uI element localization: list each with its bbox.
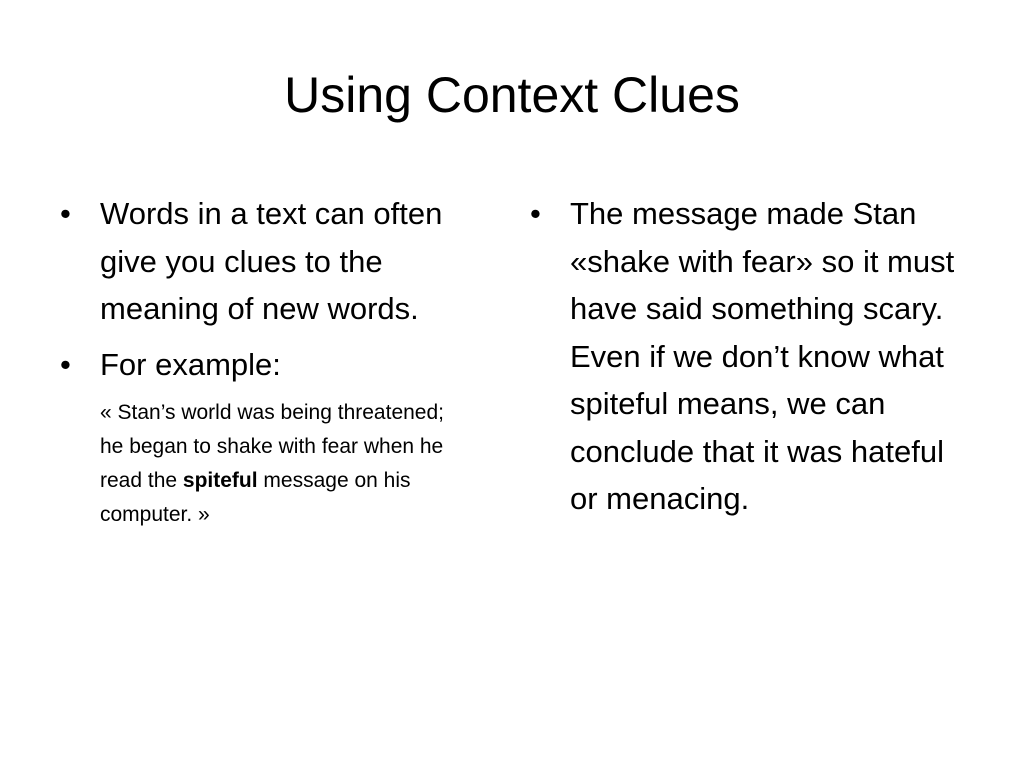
bullet-text: The message made Stan «shake with fear» so it must have said something scary. Even if we don’t know what spiteful means, we can conclude that it was hateful or menacing. — [570, 196, 955, 516]
slide-title: Using Context Clues — [284, 67, 740, 123]
bullet-marker: • — [530, 196, 541, 231]
right-column — [530, 190, 980, 531]
quote-text-before: « Stan’s world was being threatened; he began to shake with fear when he read the — [100, 401, 444, 492]
quote-text-after: message on his computer. » — [100, 469, 411, 526]
bullet-marker: • — [60, 196, 71, 231]
left-column — [60, 190, 480, 532]
bullet-item-context-clues — [60, 190, 480, 333]
bullet-text: Words in a text can often give you clues to the meaning of new words. — [100, 196, 443, 326]
bullet-item-for-example — [60, 341, 480, 389]
bullet-text: For example: — [100, 346, 281, 382]
bullet-marker: • — [60, 346, 71, 382]
bullet-item-explanation — [530, 190, 980, 523]
example-quote — [100, 396, 470, 532]
quote-bold-word: spiteful — [182, 469, 258, 492]
